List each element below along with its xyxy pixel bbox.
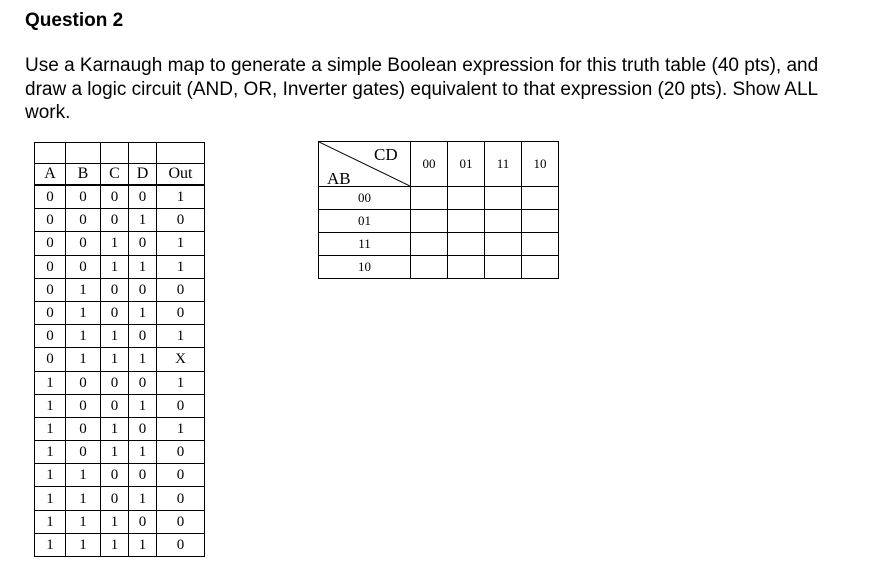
kmap-cell[interactable] — [411, 187, 448, 210]
kmap-corner-cell — [319, 142, 411, 187]
truth-table-cell: 1 — [129, 301, 157, 324]
truth-table-row — [35, 394, 205, 417]
truth-table-cell: 0 — [129, 510, 157, 533]
truth-table-cell: 1 — [101, 533, 129, 556]
truth-table-row — [35, 232, 205, 255]
truth-table-cell: 0 — [35, 209, 66, 232]
kmap-column-label: 00 — [411, 142, 448, 187]
truth-table-cell: 0 — [129, 232, 157, 255]
kmap-column-label: 11 — [485, 142, 522, 187]
truth-table-cell: 1 — [101, 255, 129, 278]
truth-table-cell: 1 — [129, 255, 157, 278]
truth-table-cell: 0 — [35, 348, 66, 371]
kmap-column-variable: CD — [374, 145, 398, 164]
truth-table-blank-cell — [66, 143, 101, 164]
truth-table-cell: 1 — [101, 510, 129, 533]
truth-table-cell: 0 — [101, 185, 129, 209]
truth-table-cell: 0 — [129, 185, 157, 209]
truth-table-header-cell: A — [35, 164, 66, 186]
kmap-row-label: 01 — [319, 210, 411, 233]
kmap-cell[interactable] — [411, 233, 448, 256]
truth-table-cell: 1 — [35, 394, 66, 417]
kmap-row-label: 11 — [319, 233, 411, 256]
truth-table-row — [35, 487, 205, 510]
kmap-cell[interactable] — [448, 233, 485, 256]
kmap-row — [319, 233, 559, 256]
truth-table-cell: 0 — [66, 209, 101, 232]
truth-table-cell: 1 — [35, 510, 66, 533]
truth-table-top-strip — [35, 143, 205, 164]
truth-table-cell: 1 — [101, 348, 129, 371]
truth-table-cell: 0 — [66, 417, 101, 440]
truth-table-cell: 0 — [66, 185, 101, 209]
kmap-column-label: 10 — [522, 142, 559, 187]
truth-table-cell: 1 — [101, 417, 129, 440]
truth-table-row — [35, 510, 205, 533]
truth-table-cell: 1 — [157, 417, 205, 440]
kmap-row — [319, 256, 559, 279]
truth-table-header-cell: D — [129, 164, 157, 186]
kmap-cell[interactable] — [411, 210, 448, 233]
truth-table-row — [35, 325, 205, 348]
truth-table-cell: 0 — [35, 255, 66, 278]
question-title: Question 2 — [25, 10, 124, 31]
truth-table-cell: 1 — [129, 209, 157, 232]
truth-table-cell: 1 — [35, 464, 66, 487]
kmap-cell[interactable] — [485, 233, 522, 256]
truth-table-cell: 1 — [35, 371, 66, 394]
truth-table-cell: 1 — [66, 464, 101, 487]
truth-table-cell: 1 — [66, 301, 101, 324]
truth-table-row — [35, 533, 205, 556]
truth-table-cell: 1 — [35, 533, 66, 556]
truth-table-blank-cell — [101, 143, 129, 164]
truth-table-cell: 1 — [157, 371, 205, 394]
truth-table-blank-cell — [35, 143, 66, 164]
truth-table-header-cell: B — [66, 164, 101, 186]
truth-table-cell: 1 — [129, 487, 157, 510]
truth-table-cell: 1 — [129, 348, 157, 371]
truth-table-cell: 0 — [101, 487, 129, 510]
truth-table-cell: 0 — [157, 464, 205, 487]
truth-table-cell: 0 — [101, 394, 129, 417]
truth-table-row — [35, 464, 205, 487]
truth-table-cell: 0 — [101, 371, 129, 394]
truth-table-cell: 0 — [35, 232, 66, 255]
karnaugh-map — [318, 141, 559, 279]
truth-table-cell: 0 — [129, 325, 157, 348]
kmap-cell[interactable] — [522, 187, 559, 210]
truth-table-cell: 0 — [157, 510, 205, 533]
truth-table-cell: 1 — [35, 417, 66, 440]
truth-table-cell: 1 — [129, 441, 157, 464]
kmap-row-label: 00 — [319, 187, 411, 210]
truth-table-cell: 0 — [129, 417, 157, 440]
truth-table-blank-cell — [129, 143, 157, 164]
truth-table-cell: 0 — [101, 209, 129, 232]
truth-table-cell: 0 — [66, 371, 101, 394]
truth-table-cell: 0 — [101, 301, 129, 324]
truth-table-cell: 1 — [66, 487, 101, 510]
kmap-row — [319, 210, 559, 233]
truth-table-cell: 1 — [101, 325, 129, 348]
truth-table-cell: 0 — [157, 301, 205, 324]
kmap-cell[interactable] — [485, 256, 522, 279]
kmap-cell[interactable] — [411, 256, 448, 279]
kmap-row — [319, 187, 559, 210]
truth-table-cell: 0 — [66, 255, 101, 278]
truth-table-row — [35, 185, 205, 209]
truth-table — [34, 142, 205, 557]
truth-table-cell: 1 — [157, 255, 205, 278]
kmap-cell[interactable] — [485, 187, 522, 210]
truth-table-cell: 0 — [129, 464, 157, 487]
truth-table-cell: 0 — [35, 185, 66, 209]
kmap-cell[interactable] — [448, 256, 485, 279]
truth-table-header-cell: Out — [157, 164, 205, 186]
truth-table-cell: 1 — [66, 278, 101, 301]
kmap-row-variable: AB — [327, 169, 351, 188]
kmap-cell[interactable] — [522, 233, 559, 256]
truth-table-blank-cell — [157, 143, 205, 164]
truth-table-cell: 0 — [157, 394, 205, 417]
truth-table-cell: 1 — [101, 232, 129, 255]
truth-table-cell: 1 — [66, 533, 101, 556]
truth-table-row — [35, 441, 205, 464]
truth-table-cell: 0 — [35, 278, 66, 301]
truth-table-cell: 0 — [157, 533, 205, 556]
question-prompt: Use a Karnaugh map to generate a simple Boolean expression for this truth table (40 pts), and draw a logic circuit (AND, OR, Inverter gates) equivalent to that expression (20 pts). Show ALL work. — [25, 55, 819, 123]
truth-table-cell: 1 — [157, 232, 205, 255]
truth-table-cell: 0 — [35, 301, 66, 324]
truth-table-cell: 1 — [101, 441, 129, 464]
truth-table-cell: 1 — [157, 185, 205, 209]
truth-table-cell: 0 — [66, 232, 101, 255]
truth-table-header — [35, 164, 205, 186]
truth-table-row — [35, 209, 205, 232]
kmap-cell[interactable] — [448, 210, 485, 233]
truth-table-cell: 1 — [129, 394, 157, 417]
truth-table-cell: 1 — [157, 325, 205, 348]
truth-table-cell: 0 — [157, 487, 205, 510]
truth-table-header-cell: C — [101, 164, 129, 186]
truth-table-cell: 0 — [101, 278, 129, 301]
truth-table-row — [35, 371, 205, 394]
truth-table-row — [35, 255, 205, 278]
kmap-cell[interactable] — [485, 210, 522, 233]
truth-table-row — [35, 417, 205, 440]
truth-table-cell: 1 — [129, 533, 157, 556]
kmap-cell[interactable] — [448, 187, 485, 210]
truth-table-cell: 0 — [66, 394, 101, 417]
truth-table-cell: 0 — [129, 278, 157, 301]
truth-table-cell: 1 — [66, 510, 101, 533]
truth-table-cell: 1 — [66, 348, 101, 371]
kmap-cell[interactable] — [522, 256, 559, 279]
truth-table-cell: 0 — [157, 441, 205, 464]
truth-table-cell: 1 — [35, 441, 66, 464]
truth-table-cell: 0 — [129, 371, 157, 394]
kmap-row-label: 10 — [319, 256, 411, 279]
truth-table-cell: 0 — [157, 209, 205, 232]
kmap-cell[interactable] — [522, 210, 559, 233]
truth-table-cell: X — [157, 348, 205, 371]
truth-table-cell: 0 — [35, 325, 66, 348]
truth-table-row — [35, 278, 205, 301]
truth-table-cell: 1 — [35, 487, 66, 510]
truth-table-cell: 0 — [101, 464, 129, 487]
truth-table-row — [35, 348, 205, 371]
truth-table-row — [35, 301, 205, 324]
truth-table-cell: 0 — [157, 278, 205, 301]
truth-table-cell: 0 — [66, 441, 101, 464]
kmap-column-label: 01 — [448, 142, 485, 187]
truth-table-cell: 1 — [66, 325, 101, 348]
